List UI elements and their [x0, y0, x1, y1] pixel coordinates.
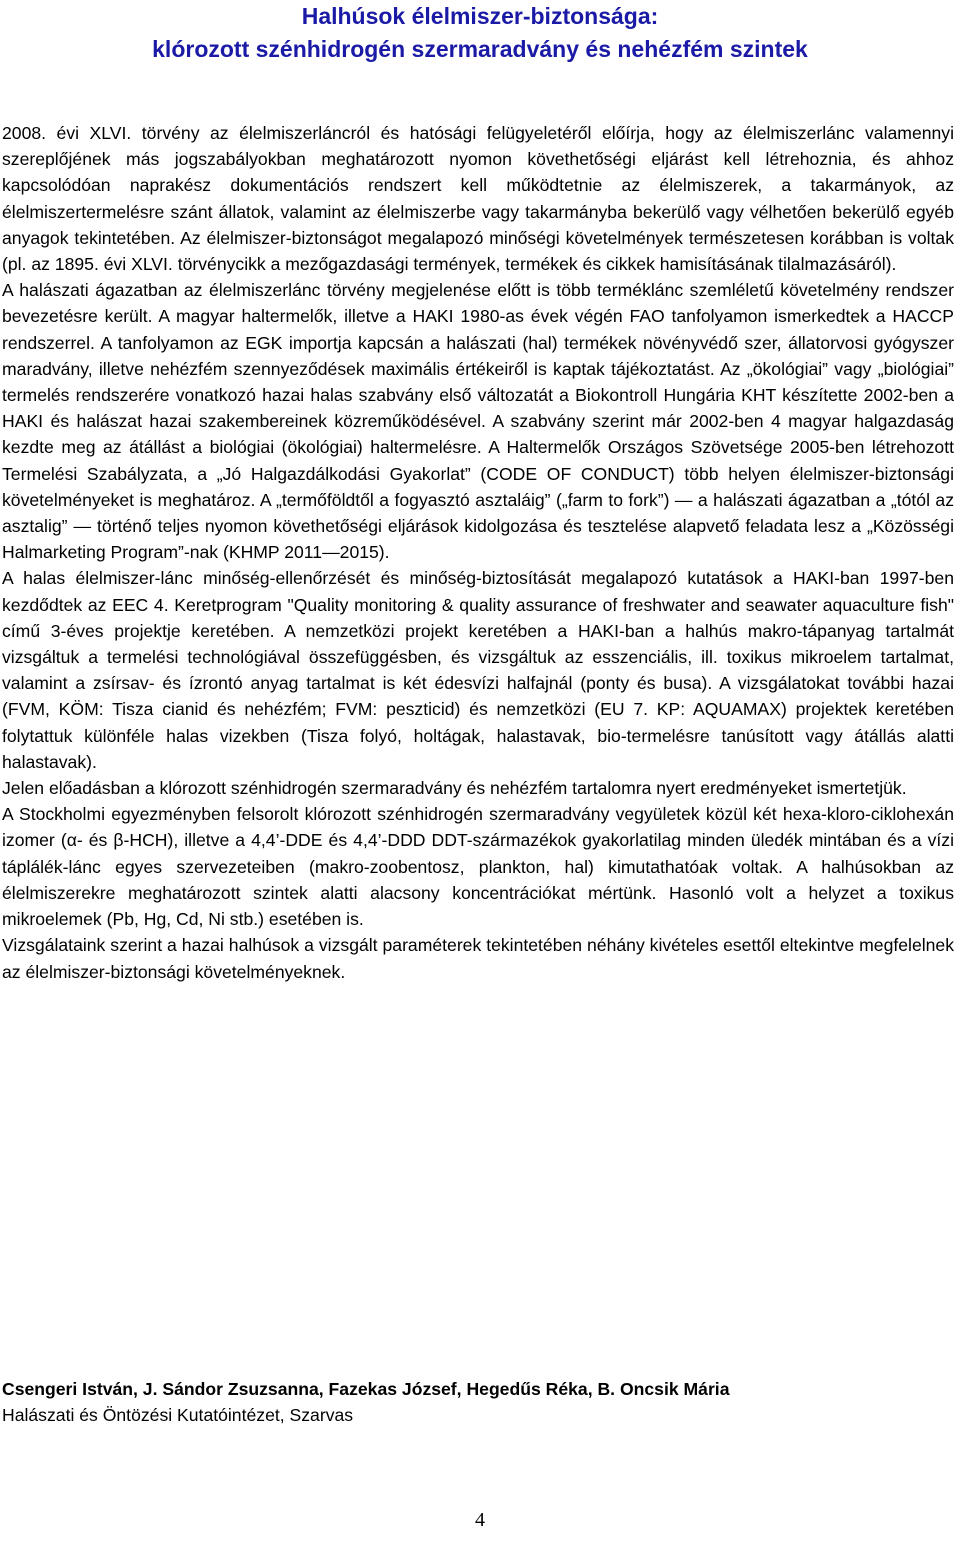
author-institution: Halászati és Öntözési Kutatóintézet, Szarvas [2, 1405, 354, 1425]
author-block [2, 1376, 954, 1428]
paragraph-6: Vizsgálataink szerint a hazai halhúsok a vizsgált paraméterek tekintetében néhány kivételes esettől eltekintve megfelelnek az élelmiszer-biztonsági követelményeknek. [2, 935, 954, 982]
paragraph-2: A halászati ágazatban az élelmiszerlánc törvény megjelenése előtt is több terméklánc szemléletű követelmény rendszer bevezetésre került. A magyar haltermelők, illetve a HAKI 1980-as évek végén FAO tanfolyamon ismerkedtek a HACCP rendszerrel. A tanfolyamon az EGK importja kapcsán a halászati (hal) termékek növényvédő szer, állatorvosi gyógyszer maradvány, illetve nehézfém szennyeződések maximális értékeiről is kaptak tájékoztatást. Az „ökológiai” vagy „biológiai” termelés rendszerére vonatkozó hazai halas szabvány első változatát a Biokontroll Hungária KHT készítette 2002-ben a HAKI és halászat hazai szakembereinek közreműködésével. A szabvány szerint már 2002-ben 4 magyar halgazdaság kezdte meg az átállást a biológiai (ökológiai) haltermelésre. A Haltermelők Országos Szövetsége 2005-ben létrehozott Termelési Szabályzata, a „Jó Halgazdálkodási Gyakorlat” (CODE OF CONDUCT) több helyen élelmiszer-biztonsági követelményeket is meghatároz. A „termőföldtől a fogyasztó asztaláig” („farm to fork”) — a halászati ágazatban a „tótól az asztalig” — történő teljes nyomon követhetőségi eljárások kidolgozása és tesztelése alapvető feladata lesz a „Közösségi Halmarketing Program”-nak (KHMP 2011—2015). [2, 280, 954, 563]
title-line-1: Halhúsok élelmiszer-biztonsága: [301, 3, 659, 29]
paragraph-1: 2008. évi XLVI. törvény az élelmiszerláncról és hatósági felügyeletéről előírja, hogy az élelmiszerlánc valamennyi szereplőjének más jogszabályokban meghatározott nyomon követhetőségi eljárást kell létrehoznia, és ahhoz kapcsolódóan naprakész dokumentációs rendszert kell működtetnie az élelmiszerek, a takarmányok, az élelmiszertermelésre szánt állatok, valamint az élelmiszerbe vagy takarmányba bekerülő vagy vélhetően bekerülő egyéb anyagok tekintetében. Az élelmiszer-biztonságot megalapozó minőségi követelmények természetesen korábban is voltak (pl. az 1895. évi XLVI. törvénycikk a mezőgazdasági termények, termékek és cikkek hamisításának tilalmazásáról). [2, 123, 954, 275]
paragraph-3: A halas élelmiszer-lánc minőség-ellenőrzését és minőség-biztosítását megalapozó kutatások a HAKI-ban 1997-ben kezdődtek az EEC 4. Keretprogram "Quality monitoring & quality assurance of freshwater and seawater aquaculture fish" című 3-éves projektje keretében. A nemzetközi projekt keretében a HAKI-ban a halhús makro-tápanyag tartalmát vizsgáltuk a termelési technológiával összefüggésben, és vizsgáltuk az esszenciális, ill. toxikus mikroelem tartalmat, valamint a zsírsav- és ízrontó anyag tartalmat is két édesvízi halfajnál (ponty és busa). A vizsgálatokat további hazai (FVM, KÖM: Tisza cianid és nehézfém; FVM: peszticid) és nemzetközi (EU 7. KP: AQUAMAX) projektek keretében folytattuk különféle halas vizekben (Tisza folyó, holtágak, halastavak, bio-termelésre tanúsított vagy átállás alatti halastavak). [2, 568, 954, 772]
title-line-2: klórozott szénhidrogén szermaradvány és nehézfém szintek [152, 36, 808, 62]
document-title [0, 0, 960, 66]
paragraph-4: Jelen előadásban a klórozott szénhidrogén szermaradvány és nehézfém tartalomra nyert eredményeket ismertetjük. [2, 778, 907, 799]
page-number: 4 [475, 1509, 485, 1531]
paragraph-5: A Stockholmi egyezményben felsorolt klórozott szénhidrogén szermaradvány vegyületek közül két hexa-kloro-ciklohexán izomer (α- és β-HCH), illetve a 4,4’-DDE és 4,4’-DDD DDT-származékok gyakorlatilag minden üledék mintában és a vízi táplálék-lánc egyes szervezeteiben (makro-zoobentosz, plankton, hal) kimutathatóak voltak. A halhúsokban az élelmiszerekre meghatározott szintek alatti alacsony koncentrációkat mértünk. Hasonló volt a helyzet a toxikus mikroelemek (Pb, Hg, Cd, Ni stb.) esetében is. [2, 804, 954, 930]
author-names: Csengeri István, J. Sándor Zsuzsanna, Fazekas József, Hegedűs Réka, B. Oncsik Mária [2, 1379, 730, 1399]
document-body [2, 120, 954, 985]
